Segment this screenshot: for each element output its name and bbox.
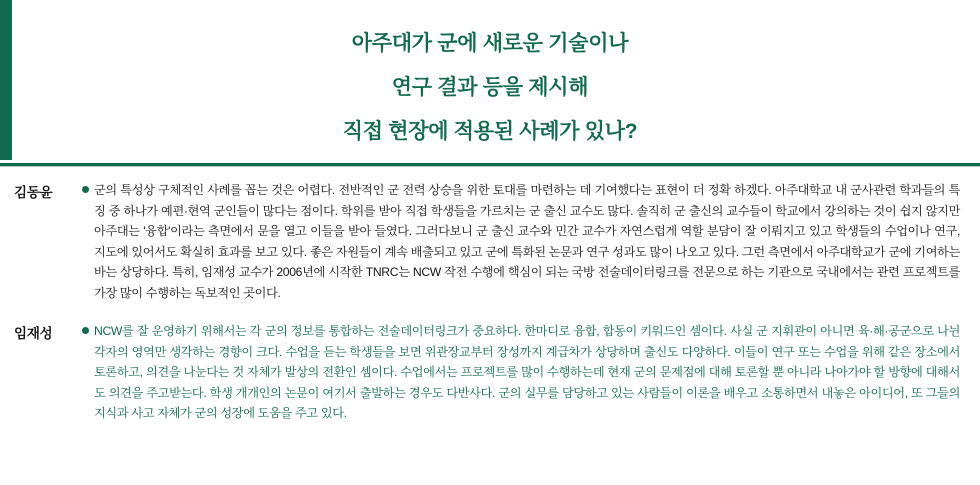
speaker-name: 김동윤 bbox=[14, 185, 53, 200]
question-line-3: 직접 현장에 적용된 사례가 있나? bbox=[342, 120, 638, 143]
answer-item bbox=[14, 180, 966, 303]
question-line-2: 연구 결과 등을 제시해 bbox=[391, 76, 589, 99]
accent-bar bbox=[0, 0, 12, 160]
bullet-icon bbox=[76, 180, 94, 193]
answer-item bbox=[14, 321, 966, 424]
speaker-name: 임재성 bbox=[14, 326, 53, 341]
answer-text: NCW를 잘 운영하기 위해서는 각 군의 정보를 통합하는 전술데이터링크가 중요하다. 한마디로 융합, 합동이 키워드인 셈이다. 사실 군 지휘관이 아니면 육·해·공군으로 나뉜 각자의 영역만 생각하는 경향이 크다. 수업을 듣는 학생들을 보면 위관장교부터 장성까지 계급차가 상당하며 출신도 다양하다. 이들이 연구 또는 수업을 위해 같은 장소에서 토론하고, 의견을 나눈다는 것 자체가 발상의 전환인 셈이다. 수업에서는 프로젝트를 많이 수행하는데 현재 군의 문제점에 대해 토론할 뿐 아니라 나아가야 할 방향에 대해서도 의견을 주고받는다. 학생 개개인의 논문이 여기서 출발하는 경우도 다반사다. 군의 실무를 담당하고 있는 사람들이 이론을 배우고 소통하면서 내놓은 아이디어, 또 그들의 지식과 사고 자체가 군의 성장에 도움을 주고 있다. bbox=[94, 324, 960, 420]
question-block bbox=[0, 0, 980, 154]
bullet-icon bbox=[76, 321, 94, 334]
answer-text: 군의 특성상 구체적인 사례를 꼽는 것은 어렵다. 전반적인 군 전력 상승을 위한 토대를 마련하는 데 기여했다는 표현이 더 정확 하겠다. 아주대학교 내 군사관련 학과들의 특징 중 하나가 예편·현역 군인들이 많다는 점이다. 학위를 받아 직접 학생들을 가르치는 군 출신 교수도 많다. 솔직히 군 출신의 교수들이 학교에서 강의하는 것이 쉽지 않지만 아주대는 '융합'이라는 측면에서 문을 열고 이들을 받아 들였다. 그러다보니 군 출신 교수와 민간 교수가 자연스럽게 역할 분담이 잘 이뤄지고 있고 학생들의 수업이나 연구, 지도에 있어서도 확실히 효과를 보고 있다. 좋은 자원들이 계속 배출되고 있고 군에 특화된 논문과 연구 성과도 많이 나오고 있다. 그런 측면에서 아주대학교가 군에 기여하는 바는 상당하다. 특히, 임재성 교수가 2006년에 시작한 TNRC는 NCW 작전 수행에 핵심이 되는 국방 전술데이터링크를 전문으로 하는 기관으로 국내에서는 관련 프로젝트를 가장 많이 수행하는 독보적인 곳이다. bbox=[94, 183, 960, 300]
section-divider-thin bbox=[0, 166, 980, 167]
answers-list bbox=[0, 180, 980, 442]
question-line-1: 아주대가 군에 새로운 기술이나 bbox=[351, 32, 629, 55]
